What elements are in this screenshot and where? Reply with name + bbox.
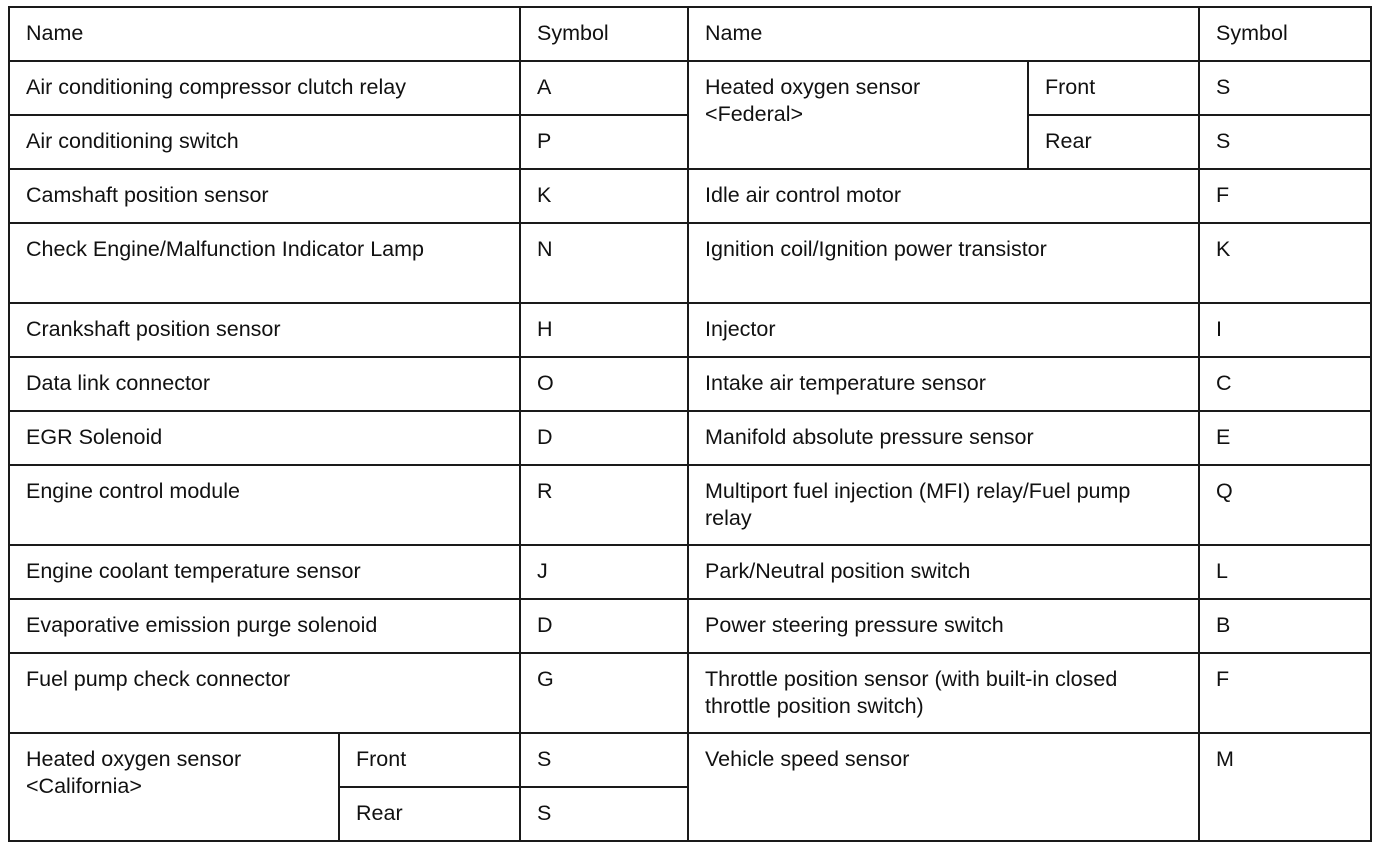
left-symbol-cell: A (520, 61, 688, 115)
right-name-header: Name (688, 7, 1199, 61)
left-sub-label-cell: Rear (339, 787, 520, 841)
table-row (9, 61, 1371, 115)
right-sub-label-cell: Rear (1028, 115, 1199, 169)
right-name-cell: Manifold absolute pressure sensor (688, 411, 1199, 465)
table-row (9, 733, 1371, 787)
left-symbol-cell: P (520, 115, 688, 169)
left-name-cell: EGR Solenoid (9, 411, 520, 465)
left-name-cell: Fuel pump check connector (9, 653, 520, 733)
header-row (9, 7, 1371, 61)
left-symbol-header: Symbol (520, 7, 688, 61)
component-symbol-table (8, 6, 1372, 842)
right-symbol-header: Symbol (1199, 7, 1371, 61)
right-name-cell: Heated oxygen sensor <Federal> (688, 61, 1028, 169)
right-symbol-cell: F (1199, 653, 1371, 733)
right-name-cell: Multiport fuel injection (MFI) relay/Fuel pump relay (688, 465, 1199, 545)
right-name-cell: Power steering pressure switch (688, 599, 1199, 653)
left-name-cell: Camshaft position sensor (9, 169, 520, 223)
left-name-cell: Air conditioning compressor clutch relay (9, 61, 520, 115)
right-symbol-cell: S (1199, 115, 1371, 169)
table-row (9, 545, 1371, 599)
left-symbol-cell: J (520, 545, 688, 599)
left-symbol-cell: D (520, 599, 688, 653)
right-sub-label-cell: Front (1028, 61, 1199, 115)
table-row (9, 303, 1371, 357)
right-symbol-cell: L (1199, 545, 1371, 599)
left-name-cell: Engine control module (9, 465, 520, 545)
left-name-header: Name (9, 7, 520, 61)
table-row (9, 599, 1371, 653)
left-name-cell: Check Engine/Malfunction Indicator Lamp (9, 223, 520, 303)
right-name-cell: Idle air control motor (688, 169, 1199, 223)
right-symbol-cell: Q (1199, 465, 1371, 545)
left-symbol-cell: S (520, 787, 688, 841)
left-symbol-cell: K (520, 169, 688, 223)
right-symbol-cell: E (1199, 411, 1371, 465)
right-symbol-cell: M (1199, 733, 1371, 841)
table-row (9, 653, 1371, 733)
left-symbol-cell: R (520, 465, 688, 545)
left-name-cell: Air conditioning switch (9, 115, 520, 169)
right-symbol-cell: C (1199, 357, 1371, 411)
left-name-cell: Engine coolant temperature sensor (9, 545, 520, 599)
right-name-cell: Injector (688, 303, 1199, 357)
right-symbol-cell: K (1199, 223, 1371, 303)
left-sub-label-cell: Front (339, 733, 520, 787)
table-row (9, 465, 1371, 545)
table-row (9, 169, 1371, 223)
table-row (9, 223, 1371, 303)
left-symbol-cell: H (520, 303, 688, 357)
right-name-cell: Vehicle speed sensor (688, 733, 1199, 841)
left-symbol-cell: D (520, 411, 688, 465)
left-name-cell: Evaporative emission purge solenoid (9, 599, 520, 653)
right-name-cell: Intake air temperature sensor (688, 357, 1199, 411)
left-name-cell: Data link connector (9, 357, 520, 411)
right-symbol-cell: S (1199, 61, 1371, 115)
table-row (9, 411, 1371, 465)
right-name-cell: Ignition coil/Ignition power transistor (688, 223, 1199, 303)
right-symbol-cell: F (1199, 169, 1371, 223)
left-symbol-cell: S (520, 733, 688, 787)
table-row (9, 357, 1371, 411)
right-symbol-cell: B (1199, 599, 1371, 653)
left-symbol-cell: O (520, 357, 688, 411)
right-symbol-cell: I (1199, 303, 1371, 357)
right-name-cell: Throttle position sensor (with built-in closed throttle position switch) (688, 653, 1199, 733)
left-name-cell: Heated oxygen sensor <California> (9, 733, 339, 841)
left-symbol-cell: N (520, 223, 688, 303)
left-symbol-cell: G (520, 653, 688, 733)
right-name-cell: Park/Neutral position switch (688, 545, 1199, 599)
left-name-cell: Crankshaft position sensor (9, 303, 520, 357)
